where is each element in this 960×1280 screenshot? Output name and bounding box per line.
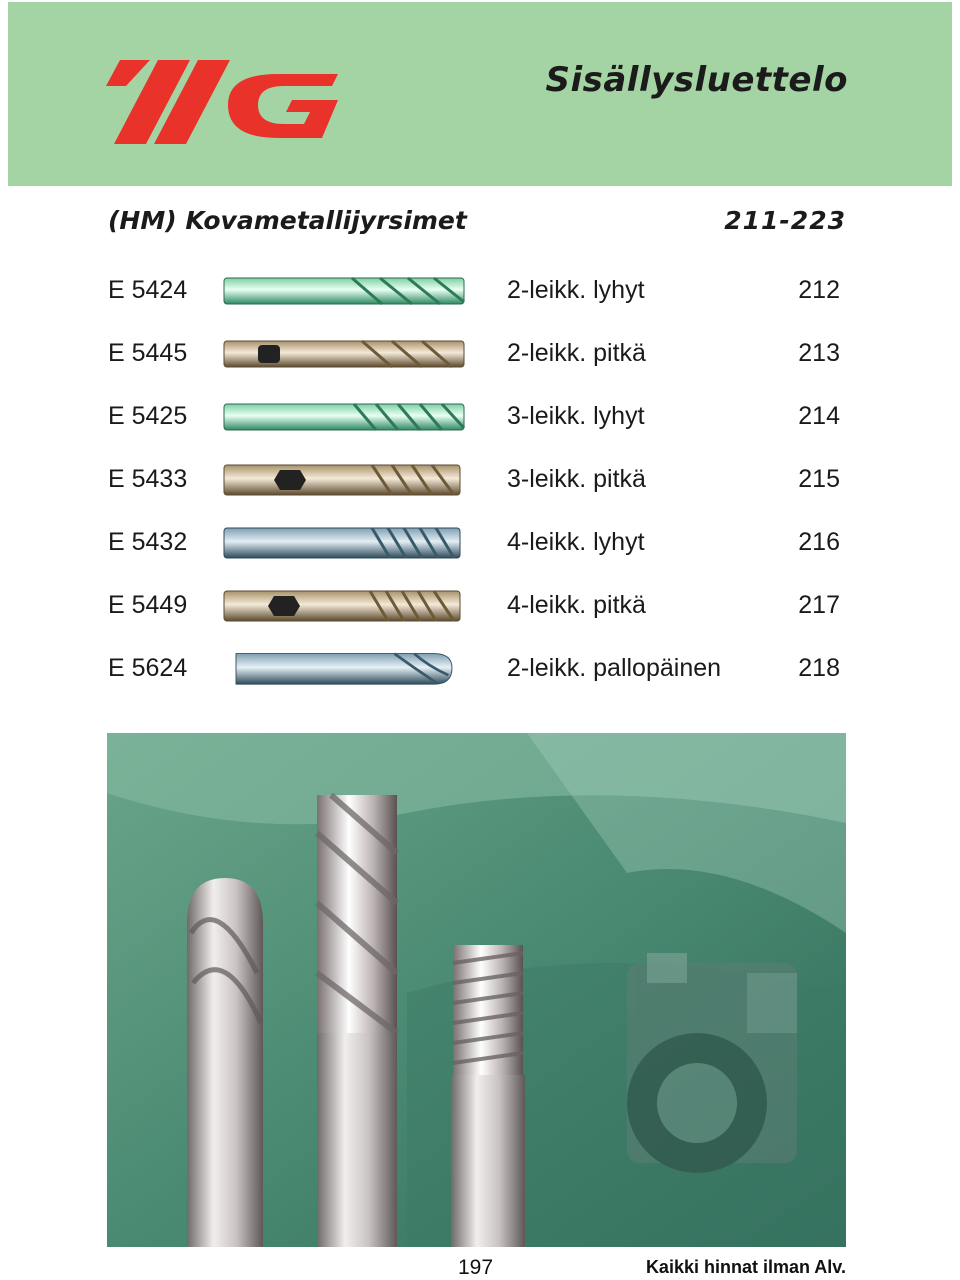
product-code: E 5432 (108, 528, 188, 556)
section-title: (HM) Kovametallijyrsimet (108, 206, 467, 235)
end-mills-photo-icon (107, 733, 846, 1247)
product-page: 216 (798, 528, 840, 556)
end-mill-gold-3-flute-icon (222, 461, 466, 497)
product-code: E 5425 (108, 402, 188, 430)
product-page: 212 (798, 276, 840, 304)
product-code: E 5424 (108, 276, 188, 304)
page-title: Sisällysluettelo (545, 60, 848, 100)
product-list (108, 268, 840, 709)
section-heading (108, 206, 846, 242)
end-mill-gold-2-flute-icon (222, 335, 466, 371)
product-page: 217 (798, 591, 840, 619)
product-description: 4-leikk. pitkä (507, 591, 646, 619)
price-note: Kaikki hinnat ilman Alv. (645, 1257, 846, 1277)
product-row[interactable] (108, 394, 840, 457)
product-row[interactable] (108, 268, 840, 331)
product-page: 218 (798, 654, 840, 682)
product-page: 214 (798, 402, 840, 430)
end-mill-green-3-flute-icon (222, 398, 466, 434)
product-row[interactable] (108, 583, 840, 646)
product-row[interactable] (108, 520, 840, 583)
product-code: E 5624 (108, 654, 188, 682)
end-mill-green-2-flute-icon (222, 272, 466, 308)
product-description: 3-leikk. lyhyt (507, 402, 645, 430)
product-description: 2-leikk. lyhyt (507, 276, 645, 304)
product-description: 4-leikk. lyhyt (507, 528, 645, 556)
product-description: 2-leikk. pallopäinen (507, 654, 722, 682)
product-page: 213 (798, 339, 840, 367)
page-number: 197 (458, 1256, 494, 1279)
product-description: 3-leikk. pitkä (507, 465, 646, 493)
product-row[interactable] (108, 331, 840, 394)
end-mill-gold-4-flute-icon (222, 587, 466, 623)
section-page-range: 211-223 (724, 206, 846, 235)
end-mill-blue-4-flute-icon (222, 524, 466, 560)
product-code: E 5433 (108, 465, 188, 493)
product-description: 2-leikk. pitkä (507, 339, 646, 367)
product-page: 215 (798, 465, 840, 493)
product-code: E 5449 (108, 591, 188, 619)
yg-logo-icon (106, 60, 342, 150)
ball-end-mill-blue-icon (222, 650, 466, 686)
product-row[interactable] (108, 457, 840, 520)
product-code: E 5445 (108, 339, 188, 367)
header-banner (8, 2, 952, 186)
product-row[interactable] (108, 646, 840, 709)
